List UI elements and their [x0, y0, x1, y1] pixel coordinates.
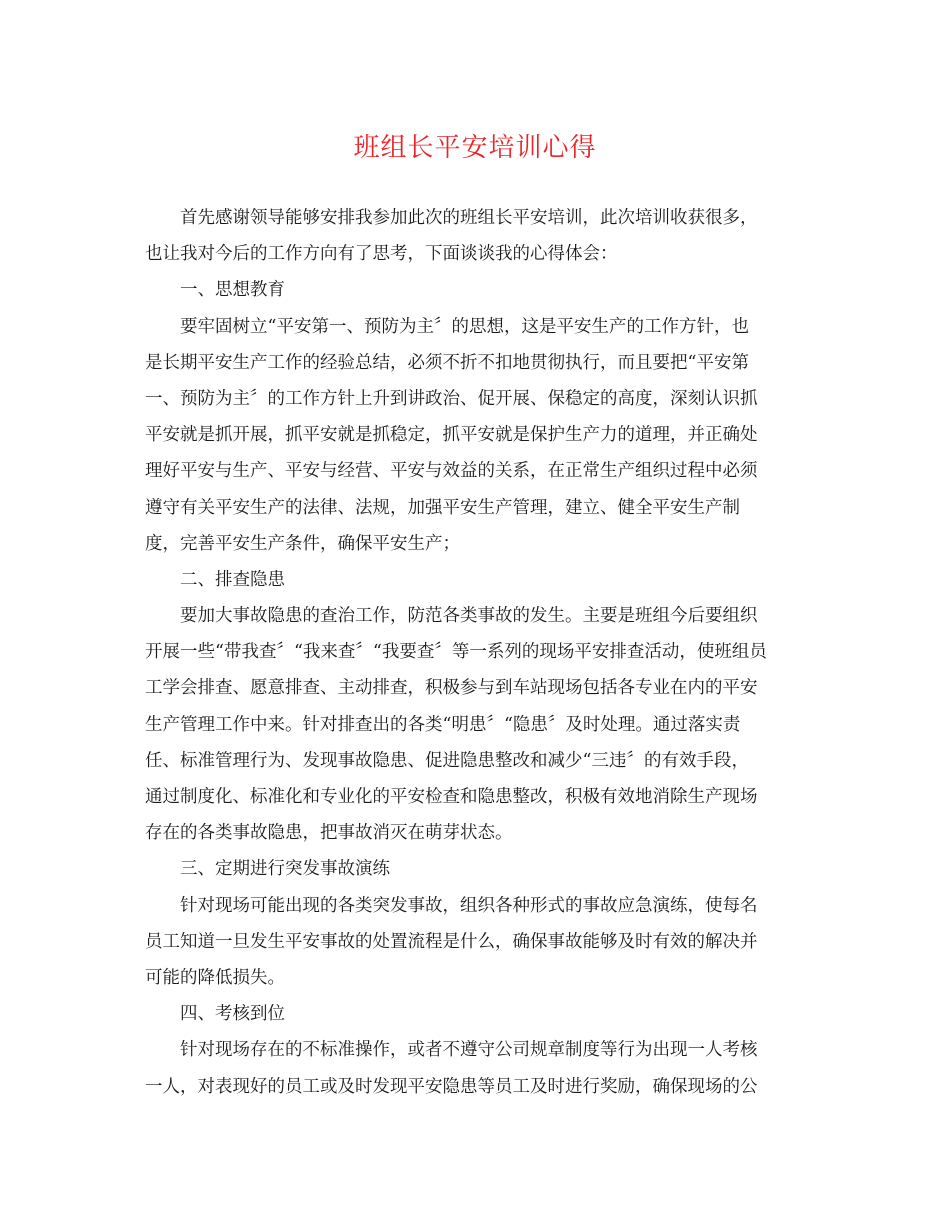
text-line: 针对现场可能出现的各类突发事故，组织各种形式的事故应急演练，使每名	[180, 895, 758, 916]
text-line: 针对现场存在的不标准操作，或者不遵守公司规章制度等行为出现一人考核	[180, 1040, 758, 1061]
text-line: 理好平安与生产、平安与经营、平安与效益的关系，在正常生产组织过程中必须	[145, 461, 758, 482]
text-line: 度，完善平安生产条件，确保平安生产；	[145, 533, 460, 554]
text-line: 首先感谢领导能够安排我参加此次的班组长平安培训，此次培训收获很多，	[180, 208, 758, 228]
text-line: 生产管理工作中来。针对排查出的各类“明患〞“隐患〞及时处理。通过落实责	[145, 714, 741, 735]
text-line: 要牢固树立“平安第一、预防为主〞的思想，这是平安生产的工作方针，也	[180, 316, 749, 337]
text-line: 也让我对今后的工作方向有了思考，下面谈谈我的心得体会：	[145, 244, 618, 265]
text-line: 三、定期进行突发事故演练	[180, 859, 390, 880]
text-line: 通过制度化、标准化和专业化的平安检查和隐患整改，积极有效地消除生产现场	[145, 787, 758, 807]
text-line: 开展一些“带我查〞“我来查〞“我要查〞等一系列的现场平安排查活动，使班组员	[145, 642, 767, 663]
text-line: 一、预防为主〞的工作方针上升到讲政治、促开展、保稳定的高度，深刻认识抓	[145, 388, 758, 409]
text-line: 工学会排查、愿意排查、主动排查，积极参与到车站现场包括各专业在内的平安	[145, 678, 758, 699]
text-line: 任、标准管理行为、发现事故隐患、促进隐患整改和减少“三违〞的有效手段，	[145, 750, 749, 771]
text-line: 一、思想教育	[180, 280, 285, 301]
text-line: 平安就是抓开展，抓平安就是抓稳定，抓平安就是保护生产力的道理，并正确处	[145, 425, 758, 446]
document-body	[145, 200, 805, 1105]
text-line: 可能的降低损失。	[145, 967, 285, 988]
document-title: 班组长平安培训心得	[353, 133, 597, 163]
text-line: 遵守有关平安生产的法律、法规，加强平安生产管理，建立、健全平安生产制	[145, 497, 740, 518]
text-line: 要加大事故隐患的查治工作，防范各类事故的发生。主要是班组今后要组织	[180, 606, 758, 627]
text-line: 存在的各类事故隐患，把事故消灭在萌芽状态。	[145, 823, 513, 844]
text-line: 二、排查隐患	[180, 569, 285, 590]
text-line: 员工知道一旦发生平安事故的处置流程是什么，确保事故能够及时有效的解决并	[145, 931, 758, 952]
text-line: 是长期平安生产工作的经验总结，必须不折不扣地贯彻执行，而且要把“平安第	[145, 352, 749, 373]
text-line: 四、考核到位	[180, 1004, 285, 1025]
text-line: 一人，对表现好的员工或及时发现平安隐患等员工及时进行奖励，确保现场的公	[145, 1076, 758, 1097]
